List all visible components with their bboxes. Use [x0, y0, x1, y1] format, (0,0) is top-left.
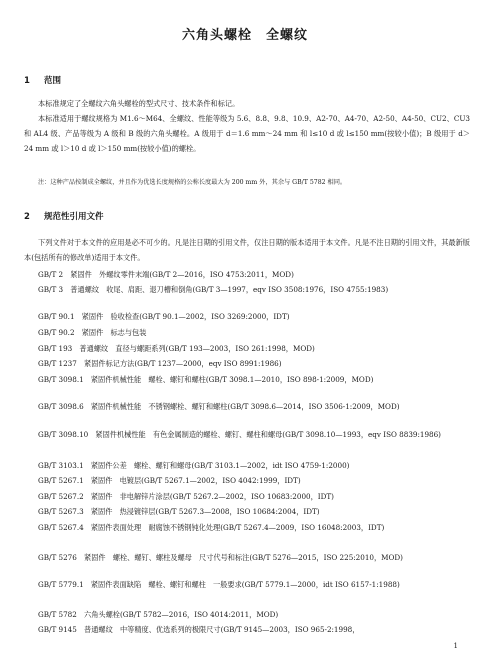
reference-text: GB/T 9145 普通螺纹 中等精度、优选系列的极限尺寸(GB/T 9145—2003，ISO 965-2:1998， [38, 625, 360, 634]
reference-text: GB/T 2 紧固件 外螺纹零件末端(GB/T 2—2016，ISO 4753:2011，MOD) [38, 270, 294, 279]
reference-item [24, 342, 470, 357]
page-title: 六角头螺栓 全螺纹 [181, 28, 308, 43]
reference-item [24, 357, 470, 372]
section-number: 1 [24, 76, 30, 86]
reference-text: GB/T 90.1 紧固件 验收检查(GB/T 90.1—2002，ISO 3269:2000，IDT) [38, 312, 290, 321]
section-2-heading [24, 210, 104, 222]
reference-item [24, 623, 470, 638]
reference-text: GB/T 5267.2 紧固件 非电解锌片涂层(GB/T 5267.2—2002，ISO 10683:2000，IDT) [38, 492, 334, 501]
reference-text: GB/T 5276 紧固件 螺栓、螺钉、螺柱及螺母 尺寸代号和标注(GB/T 5276—2015，ISO 225:2010，MOD) [38, 553, 403, 562]
reference-item [24, 283, 470, 298]
scope-paragraph-2: 本标准适用于螺纹规格为 M1.6～M64、全螺纹、性能等级为 5.6、8.8、9.8、10.9、A2-70、A4-70、A2-50、A4-50、CU2、CU3 和 AL4 级、产品等级为 A 级和 B 级的六角头螺栓。A 级用于 d＝1.6 mm～24 mm 和 l≤10 d 或 l≤150 mm(按较小值)；B 级用于 d＞24 mm 或 l＞10 d 或 l＞150 mm(按较小值)的螺栓。 [24, 114, 470, 153]
reference-text: GB/T 3098.10 紧固件机械性能 有色金属制造的螺栓、螺钉、螺柱和螺母(GB/T 3098.10—1993，eqv ISO 8839:1986) [38, 430, 441, 439]
section-1-heading [24, 74, 61, 86]
reference-item [24, 459, 470, 474]
reference-text: GB/T 5267.3 紧固件 热浸镀锌层(GB/T 5267.3—2008，ISO 10684:2004，IDT) [38, 507, 320, 516]
reference-text: GB/T 1237 紧固件标记方法(GB/T 1237—2000，eqv ISO 8991:1986) [38, 359, 282, 368]
reference-text: GB/T 3098.1 紧固件机械性能 螺栓、螺钉和螺柱(GB/T 3098.1—2010，ISO 898-1:2009，MOD) [38, 375, 374, 384]
reference-text: GB/T 90.2 紧固件 标志与包装 [38, 328, 147, 337]
reference-text: GB/T 3098.6 紧固件机械性能 不锈钢螺栓、螺钉和螺柱(GB/T 3098.6—2014，ISO 3506-1:2009，MOD) [38, 402, 400, 411]
reference-item [24, 474, 470, 489]
section-title: 规范性引用文件 [44, 212, 104, 222]
reference-text: GB/T 193 普通螺纹 直径与螺距系列(GB/T 193—2003，ISO 261:1998，MOD) [38, 344, 315, 353]
reference-text: GB/T 5779.1 紧固件表面缺陷 螺栓、螺钉和螺柱 一般要求(GB/T 5779.1—2000，idt ISO 6157-1:1988) [38, 580, 400, 589]
section-title: 范围 [44, 76, 62, 86]
page-number: 1 [453, 642, 458, 650]
reference-item [24, 521, 470, 536]
reference-item [24, 400, 470, 415]
reference-text: GB/T 3 普通螺纹 收尾、肩距、退刀槽和倒角(GB/T 3—1997，eqv ISO 3508:1976，ISO 4755:1983) [38, 285, 389, 294]
reference-text: GB/T 3103.1 紧固件公差 螺栓、螺钉和螺母(GB/T 3103.1—2002，idt ISO 4759-1:2000) [38, 461, 350, 470]
reference-text: GB/T 5267.4 紧固件表面处理 耐腐蚀不锈钢钝化处理(GB/T 5267.4—2009，ISO 16048:2003，IDT) [38, 523, 385, 532]
reference-item [24, 505, 470, 520]
reference-text: GB/T 5782 六角头螺栓(GB/T 5782—2016，ISO 4014:2011，MOD) [38, 610, 279, 619]
reference-item [24, 578, 470, 593]
scope-paragraph-1: 本标准规定了全螺纹六角头螺栓的型式尺寸、技术条件和标记。 [38, 99, 240, 108]
reference-item [24, 326, 470, 341]
reference-item [24, 373, 470, 388]
refs-intro-paragraph: 下列文件对于本文件的应用是必不可少的。凡是注日期的引用文件，仅注日期的版本适用于本文件。凡是不注日期的引用文件，其最新版本(包括所有的修改单)适用于本文件。 [24, 238, 470, 262]
reference-item [24, 551, 470, 566]
section-number: 2 [24, 212, 30, 222]
scope-note: 注：这种产品按制成全螺纹，并且作为优选长度规格的公称长度最大为 200 mm 外，其余与 GB/T 5782 相同。 [38, 179, 347, 186]
reference-text: GB/T 5267.1 紧固件 电镀层(GB/T 5267.1—2002，ISO 4042:1999，IDT) [38, 476, 301, 485]
reference-item [24, 428, 470, 443]
reference-item [24, 310, 470, 325]
reference-item [24, 608, 470, 623]
reference-item [24, 268, 470, 283]
reference-item [24, 490, 470, 505]
